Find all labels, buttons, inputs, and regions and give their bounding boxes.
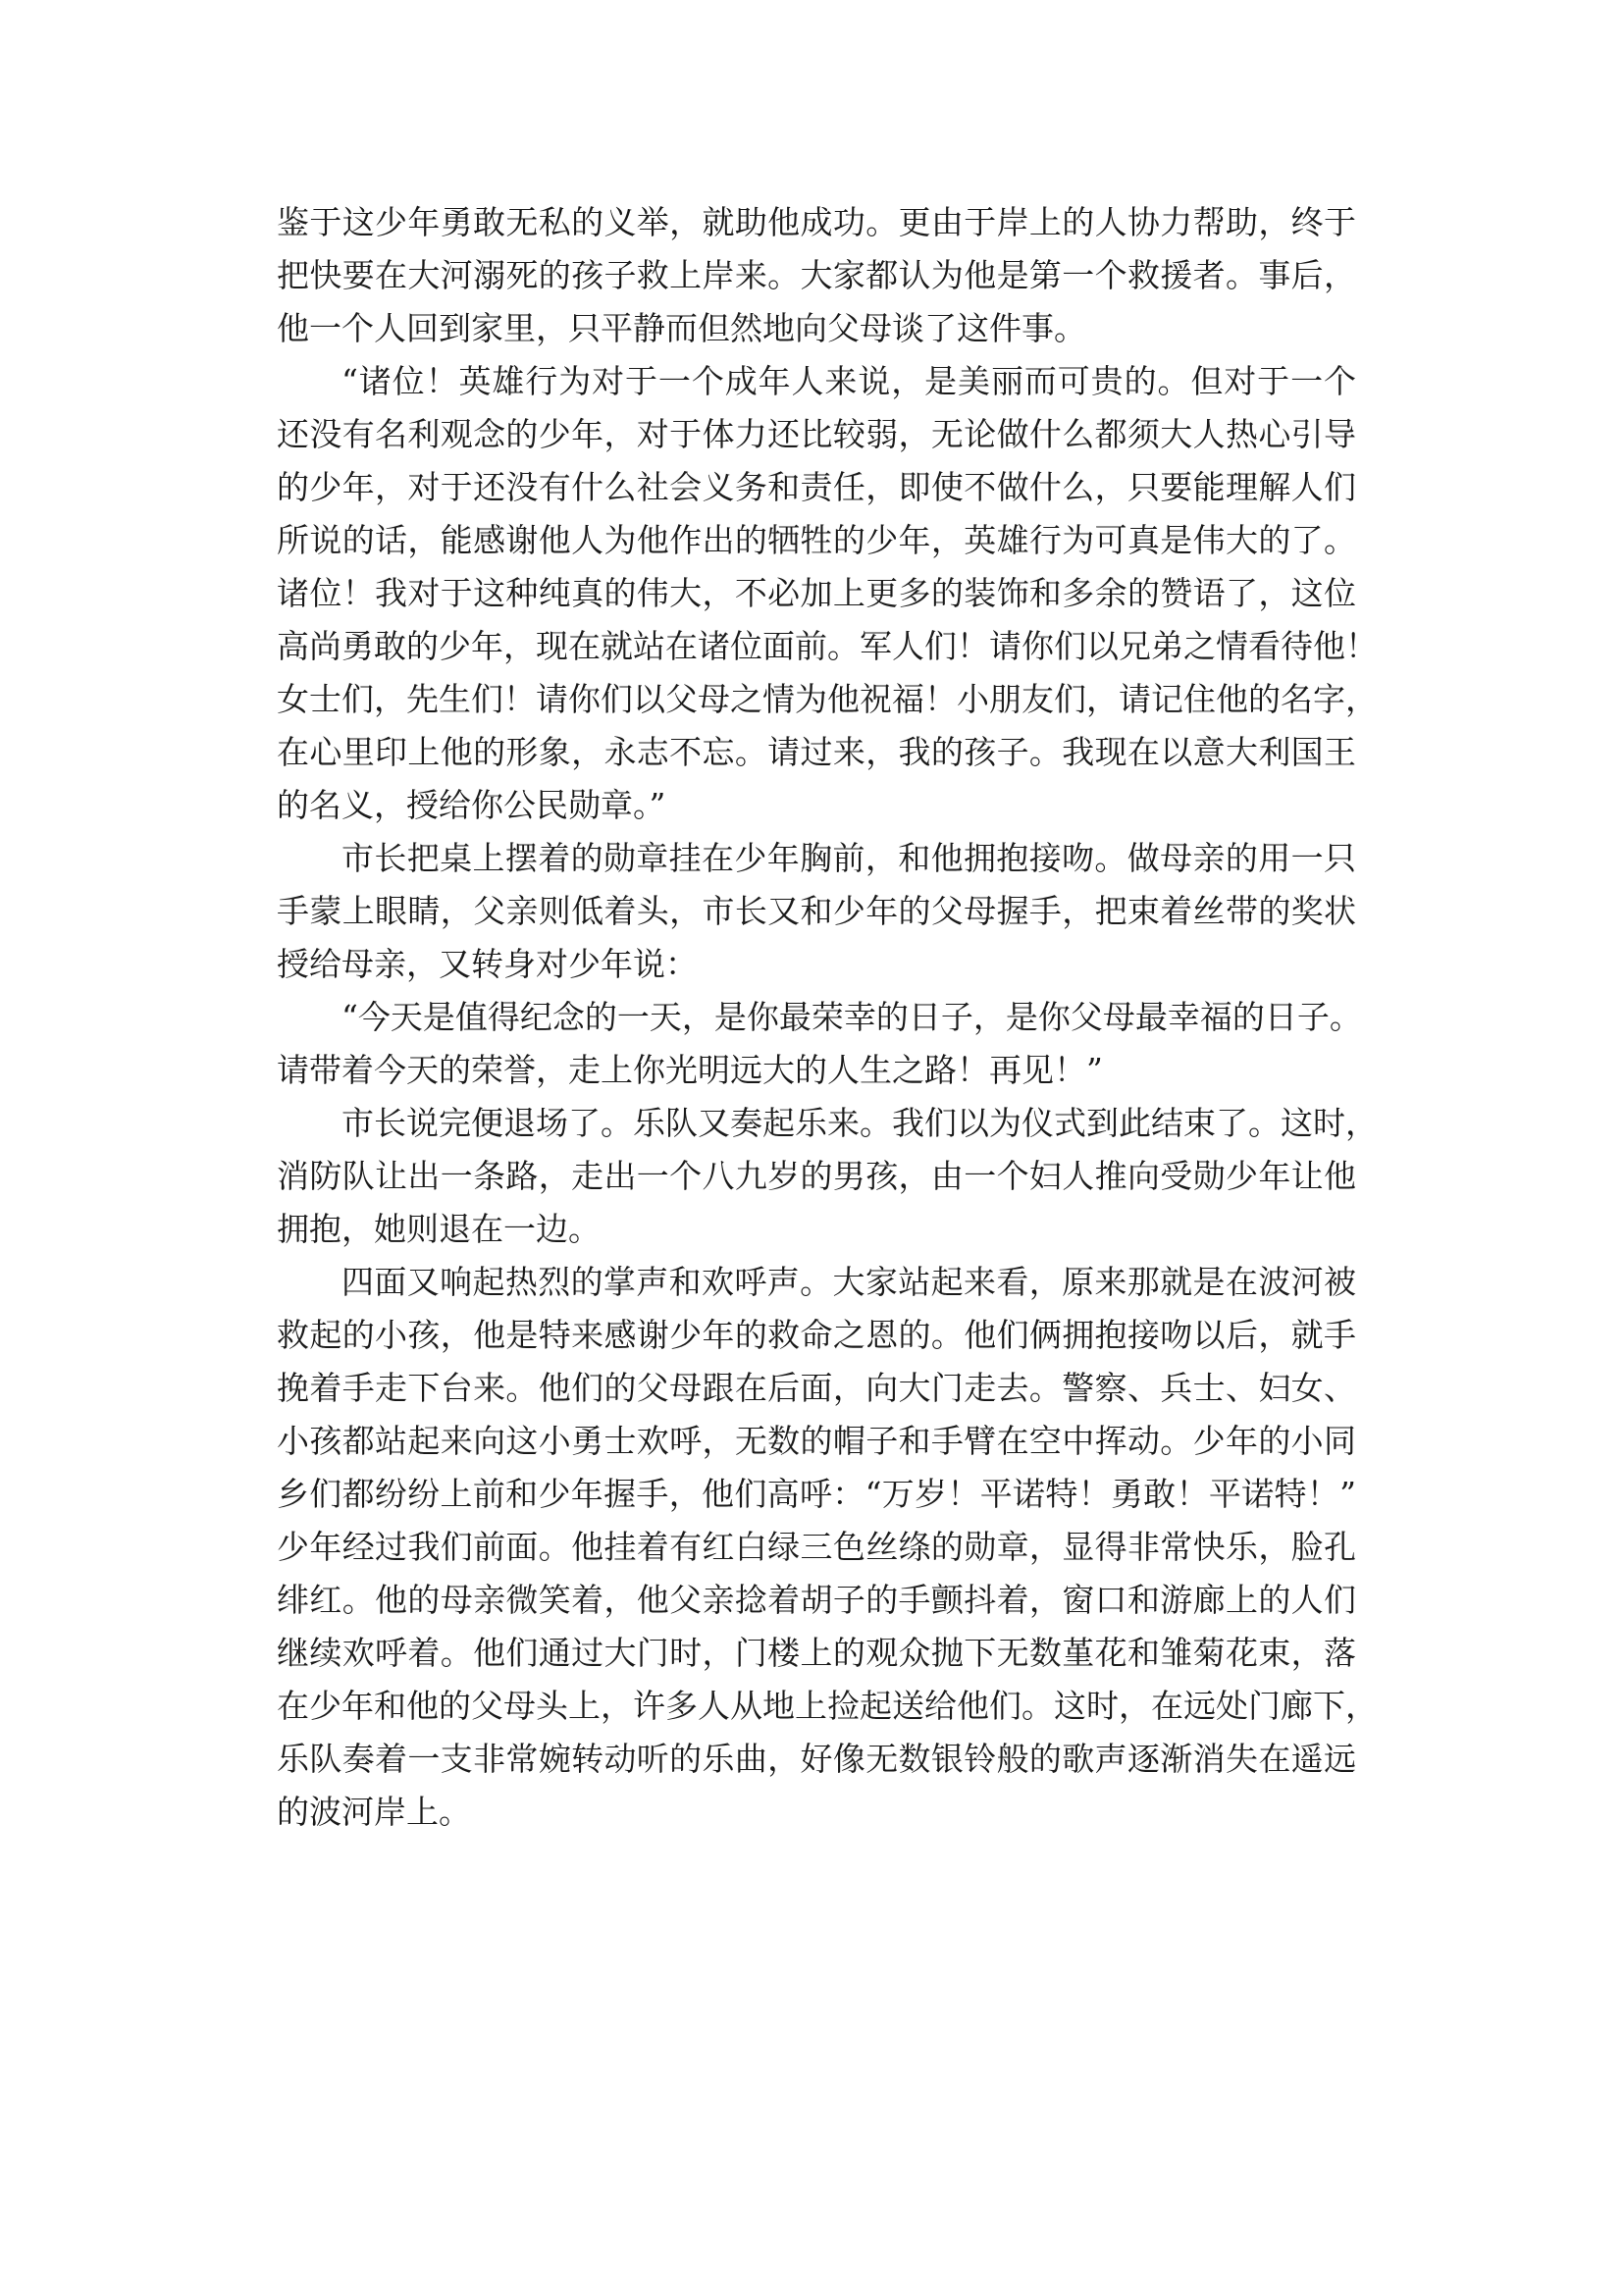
text-line: 请带着今天的荣誉，走上你光明远大的人生之路！再见！” — [277, 1051, 1103, 1089]
text-line: 的名义，授给你公民勋章。” — [277, 786, 666, 824]
text-line: “诸位！英雄行为对于一个成年人来说，是美丽而可贵的。但对于一个 — [341, 362, 1356, 400]
text-line: 少年经过我们前面。他挂着有红白绿三色丝绦的勋章，显得非常快乐，脸孔 — [277, 1528, 1356, 1566]
text-line: 消防队让出一条路，走出一个八九岁的男孩，由一个妇人推向受勋少年让他 — [277, 1157, 1356, 1195]
text-line: 市长说完便退场了。乐队又奏起乐来。我们以为仪式到此结束了。这时， — [341, 1104, 1378, 1142]
text-line: 的少年，对于还没有什么社会义务和责任，即使不做什么，只要能理解人们 — [277, 468, 1356, 506]
text-line: 手蒙上眼睛，父亲则低着头，市长又和少年的父母握手，把束着丝带的奖状 — [277, 892, 1356, 930]
text-line: “今天是值得纪念的一天，是你最荣幸的日子，是你父母最幸福的日子。 — [341, 998, 1362, 1036]
text-line: 挽着手走下台来。他们的父母跟在后面，向大门走去。警察、兵士、妇女、 — [277, 1369, 1356, 1407]
paragraph — [277, 196, 1356, 355]
text-line: 小孩都站起来向这小勇士欢呼，无数的帽子和手臂在空中挥动。少年的小同 — [277, 1422, 1356, 1460]
text-line: 授给母亲，又转身对少年说： — [277, 945, 698, 983]
text-line: 乐队奏着一支非常婉转动听的乐曲，好像无数银铃般的歌声逐渐消失在遥远 — [277, 1740, 1356, 1778]
text-line: 救起的小孩，他是特来感谢少年的救命之恩的。他们俩拥抱接吻以后，就手 — [277, 1316, 1356, 1354]
text-line: 女士们，先生们！请你们以父母之情为他祝福！小朋友们，请记住他的名字， — [277, 680, 1378, 718]
text-line: 把快要在大河溺死的孩子救上岸来。大家都认为他是第一个救援者。事后， — [277, 256, 1356, 294]
text-line: 乡们都纷纷上前和少年握手，他们高呼：“万岁！平诺特！勇敢！平诺特！” — [277, 1475, 1356, 1513]
paragraph — [277, 991, 1362, 1097]
paragraph — [277, 355, 1378, 832]
text-line: 四面又响起热烈的掌声和欢呼声。大家站起来看，原来那就是在波河被 — [341, 1263, 1356, 1301]
text-line: 所说的话，能感谢他人为他作出的牺牲的少年，英雄行为可真是伟大的了。 — [277, 521, 1356, 559]
text-line: 高尚勇敢的少年，现在就站在诸位面前。军人们！请你们以兄弟之情看待他！ — [277, 627, 1378, 665]
text-line: 继续欢呼着。他们通过大门时，门楼上的观众抛下无数堇花和雏菊花束，落 — [277, 1634, 1356, 1672]
paragraph — [277, 832, 1356, 991]
text-line: 鉴于这少年勇敢无私的义举，就助他成功。更由于岸上的人协力帮助，终于 — [277, 203, 1356, 241]
paragraph — [277, 1256, 1378, 1839]
text-line: 拥抱，她则退在一边。 — [277, 1210, 601, 1248]
text-line: 还没有名利观念的少年，对于体力还比较弱，无论做什么都须大人热心引导 — [277, 415, 1356, 453]
text-line: 他一个人回到家里，只平静而但然地向父母谈了这件事。 — [277, 309, 1086, 347]
text-line: 绯红。他的母亲微笑着，他父亲捻着胡子的手颤抖着，窗口和游廊上的人们 — [277, 1581, 1356, 1619]
text-line: 的波河岸上。 — [277, 1793, 471, 1831]
body-text — [277, 196, 1378, 1839]
text-line: 诸位！我对于这种纯真的伟大，不必加上更多的装饰和多余的赞语了，这位 — [277, 574, 1356, 612]
text-line: 在心里印上他的形象，永志不忘。请过来，我的孩子。我现在以意大利国王 — [277, 733, 1356, 771]
text-line: 市长把桌上摆着的勋章挂在少年胸前，和他拥抱接吻。做母亲的用一只 — [341, 839, 1356, 877]
paragraph — [277, 1097, 1378, 1256]
text-line: 在少年和他的父母头上，许多人从地上捡起送给他们。这时，在远处门廊下， — [277, 1687, 1378, 1725]
